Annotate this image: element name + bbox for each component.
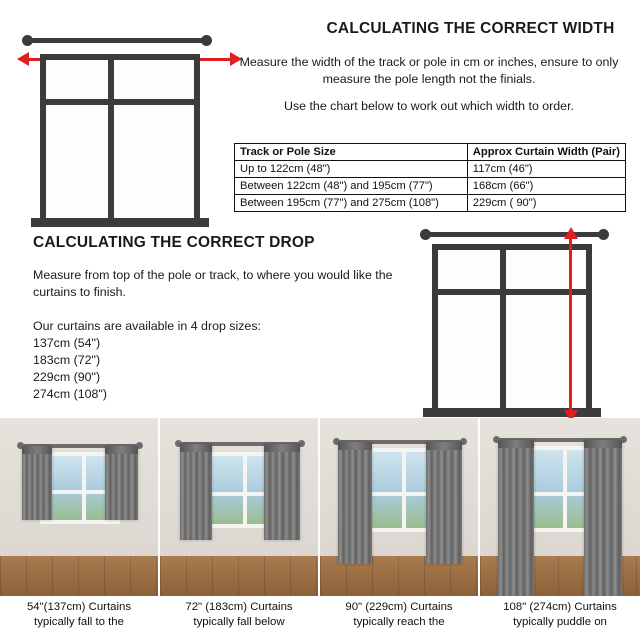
photo-cell-90 <box>320 418 480 641</box>
curtain-pole <box>424 232 608 237</box>
width-section-paragraph-1: Measure the width of the track or pole in cm or inches, ensure to only measure the pole length not the finials. <box>239 55 619 86</box>
table-cell-size: Between 122cm (48") and 195cm (77") <box>235 178 468 195</box>
table-header-row <box>235 144 626 161</box>
window-bar-vertical <box>82 456 86 520</box>
curtain-left <box>338 442 372 564</box>
caption-line-1: 54"(137cm) Curtains <box>26 601 132 613</box>
curtain-pole <box>26 38 212 43</box>
curtain-heading-tape <box>426 442 462 450</box>
drop-section-heading: CALCULATING THE CORRECT DROP <box>33 234 315 251</box>
curtain-heading-tape <box>584 440 622 448</box>
window-bar-vertical <box>402 452 406 528</box>
width-window-diagram <box>10 16 215 221</box>
size-chart-table <box>234 143 626 212</box>
curtain-photo <box>320 418 478 596</box>
curtain-heading-tape <box>22 446 52 454</box>
drop-section-paragraph-1: Measure from top of the pole or track, to where you would like the curtains to finish. <box>33 268 393 299</box>
curtain-left <box>180 444 212 540</box>
room-floor <box>160 556 318 596</box>
caption-line-2: typically reach the <box>353 616 445 628</box>
photo-caption <box>320 598 478 630</box>
curtain-left <box>498 440 534 596</box>
caption-line-2: typically fall below <box>193 616 285 628</box>
curtain-right <box>264 444 300 540</box>
table-row <box>235 178 626 195</box>
table-cell-width: 117cm (46") <box>467 161 625 178</box>
window-mullion-vertical-bottom <box>500 295 506 408</box>
caption-line-2: typically fall to the <box>34 616 124 628</box>
curtain-heading-tape <box>105 446 138 454</box>
width-arrow-head-left <box>17 52 29 66</box>
window-bar-vertical <box>243 456 247 524</box>
drop-window-diagram <box>410 222 625 417</box>
table-row <box>235 161 626 178</box>
table-header-cell: Approx Curtain Width (Pair) <box>467 144 625 161</box>
curtain-right <box>105 446 138 520</box>
window-graphic <box>432 244 592 414</box>
drop-section-paragraph-2: Our curtains are available in 4 drop sizes: <box>33 319 261 333</box>
table-row <box>235 195 626 212</box>
curtain-photo <box>160 418 318 596</box>
curtain-right <box>584 440 622 596</box>
drop-size-3: 229cm (90") <box>33 370 101 384</box>
window-frame <box>432 244 592 414</box>
window-mullion-horizontal <box>46 99 194 105</box>
window-graphic <box>40 54 200 224</box>
window-sill <box>31 218 209 227</box>
window-bar-vertical <box>563 450 567 528</box>
pole-finial-right <box>598 229 609 240</box>
width-section-heading: CALCULATING THE CORRECT WIDTH <box>326 20 615 37</box>
caption-line-1: 90" (229cm) Curtains <box>345 601 453 613</box>
pole-finial-right <box>201 35 212 46</box>
pole-finial-left <box>420 229 431 240</box>
caption-line-1: 108" (274cm) Curtains <box>503 601 617 613</box>
curtain-left <box>22 446 52 520</box>
photo-cell-72 <box>160 418 320 641</box>
caption-line-1: 72" (183cm) Curtains <box>185 601 293 613</box>
drop-size-4: 274cm (108") <box>33 387 107 401</box>
table-cell-width: 229cm ( 90") <box>467 195 625 212</box>
photo-caption <box>160 598 318 630</box>
drop-arrow-head-top <box>564 227 578 239</box>
curtain-heading-tape <box>338 442 372 450</box>
width-section-paragraph-2: Use the chart below to work out which width to order. <box>284 99 574 113</box>
room-floor <box>0 556 158 596</box>
photo-cell-108 <box>480 418 640 641</box>
drop-measure-arrow <box>569 237 572 415</box>
curtain-photo <box>480 418 640 596</box>
table-header-cell: Track or Pole Size <box>235 144 468 161</box>
curtain-heading-tape <box>498 440 534 448</box>
window-frame <box>40 54 200 224</box>
curtain-length-photo-strip <box>0 418 640 641</box>
photo-caption <box>0 598 158 630</box>
curtain-heading-tape <box>264 444 300 452</box>
window-mullion-vertical-bottom <box>108 105 114 218</box>
photo-cell-54 <box>0 418 160 641</box>
table-cell-size: Between 195cm (77") and 275cm (108") <box>235 195 468 212</box>
pole-finial-left <box>22 35 33 46</box>
drop-size-1: 137cm (54") <box>33 336 101 350</box>
window-mullion-horizontal <box>438 289 586 295</box>
curtain-right <box>426 442 462 564</box>
table-cell-size: Up to 122cm (48") <box>235 161 468 178</box>
drop-size-2: 183cm (72") <box>33 353 101 367</box>
caption-line-2: typically puddle on <box>513 616 607 628</box>
photo-caption <box>480 598 640 630</box>
window-mullion-vertical-top <box>108 60 114 99</box>
curtain-photo <box>0 418 158 596</box>
curtain-heading-tape <box>180 444 212 452</box>
window-mullion-vertical-top <box>500 250 506 289</box>
table-cell-width: 168cm (66") <box>467 178 625 195</box>
